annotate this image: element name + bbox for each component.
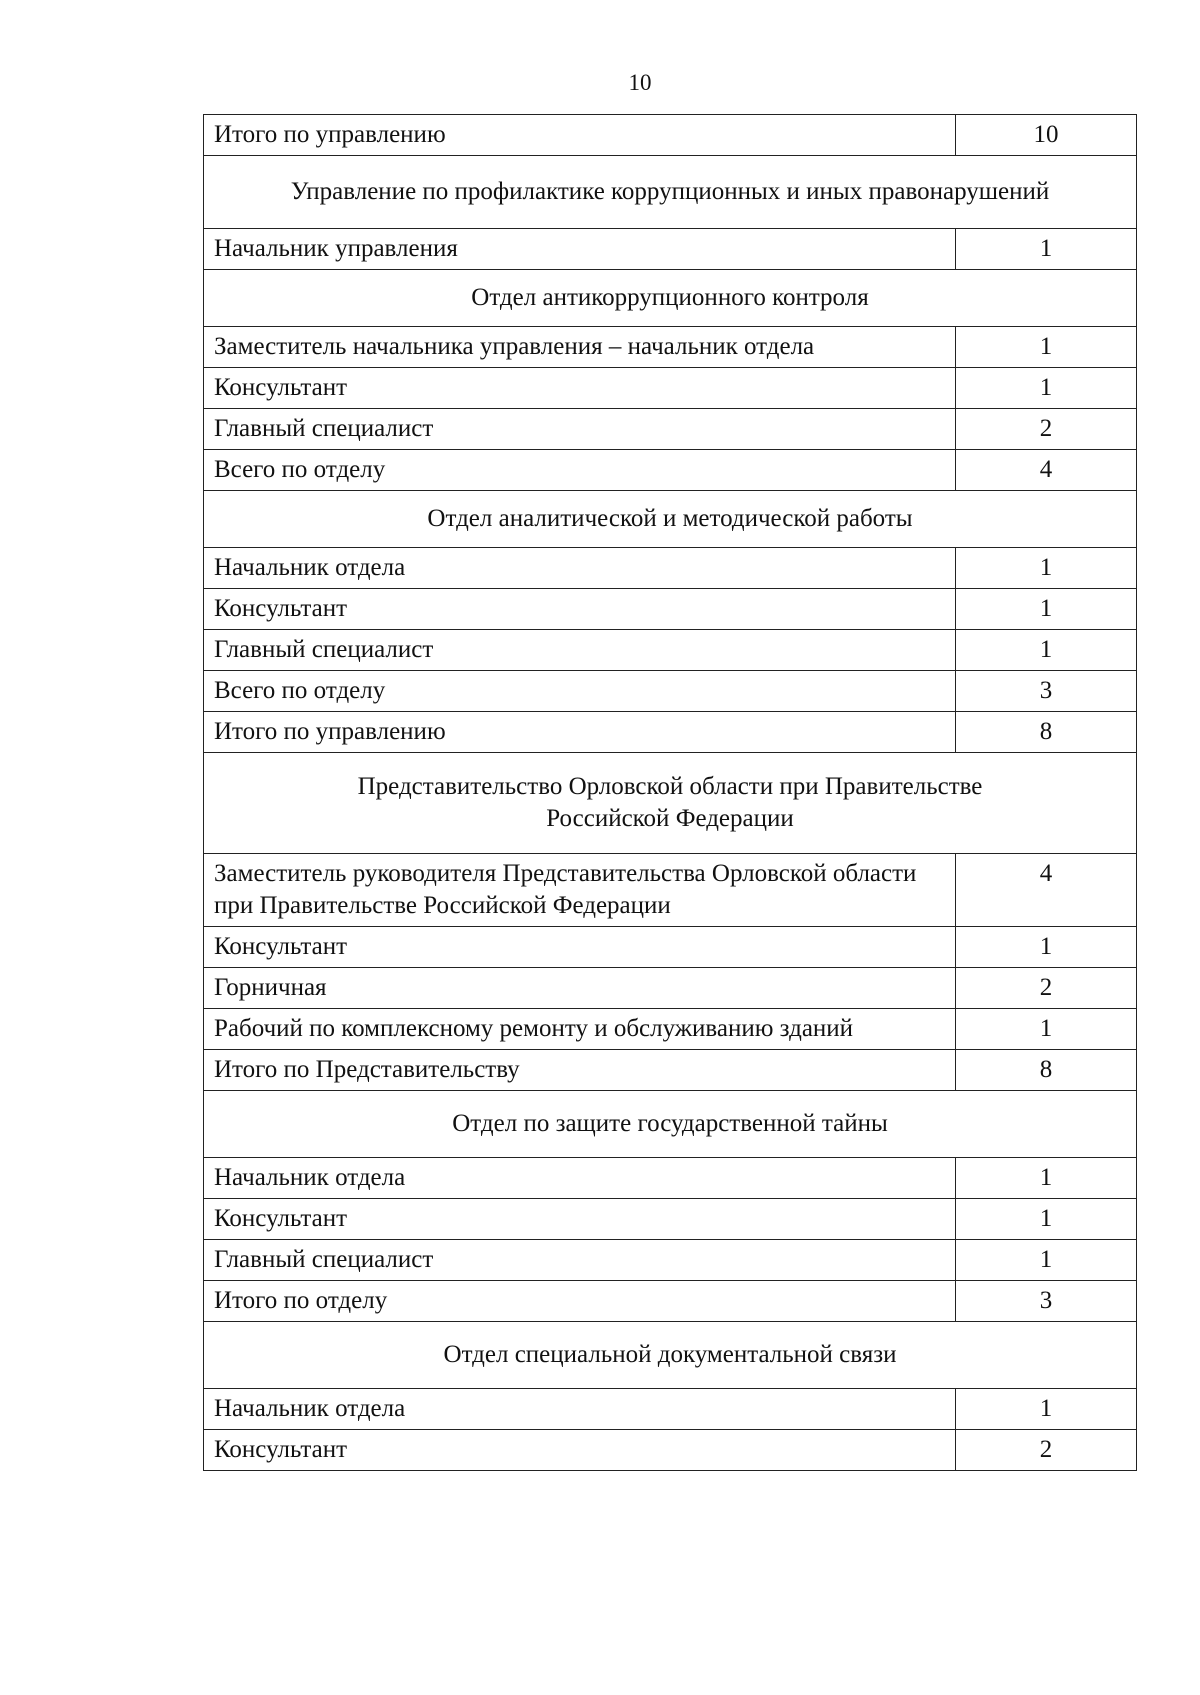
table-row bbox=[204, 368, 1137, 409]
section-title: Управление по профилактике коррупционных и иных правонарушений bbox=[204, 156, 1137, 229]
count-cell: 4 bbox=[956, 854, 1137, 927]
position-cell: Главный специалист bbox=[204, 409, 956, 450]
count-cell: 1 bbox=[956, 1158, 1137, 1199]
count-cell: 1 bbox=[956, 548, 1137, 589]
position-cell: Консультант bbox=[204, 368, 956, 409]
table-row bbox=[204, 1009, 1137, 1050]
position-cell: Рабочий по комплексному ремонту и обслуживанию зданий bbox=[204, 1009, 956, 1050]
position-cell: Всего по отделу bbox=[204, 671, 956, 712]
count-cell: 1 bbox=[956, 1240, 1137, 1281]
count-cell: 2 bbox=[956, 968, 1137, 1009]
table-row bbox=[204, 115, 1137, 156]
table-row bbox=[204, 968, 1137, 1009]
table-row bbox=[204, 1430, 1137, 1471]
count-cell: 1 bbox=[956, 229, 1137, 270]
count-cell: 1 bbox=[956, 927, 1137, 968]
position-cell: Заместитель начальника управления – начальник отдела bbox=[204, 327, 956, 368]
count-cell: 1 bbox=[956, 1009, 1137, 1050]
table-row bbox=[204, 229, 1137, 270]
section-title: Отдел антикоррупционного контроля bbox=[204, 270, 1137, 327]
table-row bbox=[204, 1050, 1137, 1091]
position-cell: Начальник отдела bbox=[204, 548, 956, 589]
page-number: 10 bbox=[628, 70, 652, 95]
section-row bbox=[204, 753, 1137, 854]
table-row bbox=[204, 1389, 1137, 1430]
count-cell: 1 bbox=[956, 1389, 1137, 1430]
count-cell: 1 bbox=[956, 589, 1137, 630]
table-row bbox=[204, 1240, 1137, 1281]
count-cell: 8 bbox=[956, 712, 1137, 753]
table-row bbox=[204, 409, 1137, 450]
section-title: Отдел аналитической и методической работы bbox=[204, 491, 1137, 548]
table-row bbox=[204, 671, 1137, 712]
position-cell: Итого по управлению bbox=[204, 712, 956, 753]
table-row bbox=[204, 1158, 1137, 1199]
table-row bbox=[204, 1281, 1137, 1322]
position-cell: Главный специалист bbox=[204, 1240, 956, 1281]
position-cell: Консультант bbox=[204, 1430, 956, 1471]
section-title: Представительство Орловской области при Правительстве Российской Федерации bbox=[204, 753, 1137, 854]
table-row bbox=[204, 450, 1137, 491]
section-row bbox=[204, 491, 1137, 548]
position-cell: Консультант bbox=[204, 1199, 956, 1240]
table-row bbox=[204, 327, 1137, 368]
table-row bbox=[204, 1199, 1137, 1240]
count-cell: 2 bbox=[956, 1430, 1137, 1471]
count-cell: 3 bbox=[956, 671, 1137, 712]
staff-table bbox=[203, 114, 1137, 1471]
position-cell: Начальник отдела bbox=[204, 1158, 956, 1199]
table-row bbox=[204, 630, 1137, 671]
count-cell: 10 bbox=[956, 115, 1137, 156]
section-row bbox=[204, 1091, 1137, 1158]
count-cell: 8 bbox=[956, 1050, 1137, 1091]
position-cell: Итого по управлению bbox=[204, 115, 956, 156]
table-row bbox=[204, 548, 1137, 589]
position-cell: Консультант bbox=[204, 589, 956, 630]
table-row bbox=[204, 854, 1137, 927]
position-cell: Заместитель руководителя Представительства Орловской области при Правительстве Российской Федерации bbox=[204, 854, 956, 927]
position-cell: Главный специалист bbox=[204, 630, 956, 671]
section-row bbox=[204, 156, 1137, 229]
count-cell: 1 bbox=[956, 327, 1137, 368]
position-cell: Итого по Представительству bbox=[204, 1050, 956, 1091]
table-row bbox=[204, 589, 1137, 630]
section-row bbox=[204, 1322, 1137, 1389]
section-title: Отдел специальной документальной связи bbox=[204, 1322, 1137, 1389]
count-cell: 4 bbox=[956, 450, 1137, 491]
table-row bbox=[204, 712, 1137, 753]
count-cell: 2 bbox=[956, 409, 1137, 450]
position-cell: Итого по отделу bbox=[204, 1281, 956, 1322]
position-cell: Начальник отдела bbox=[204, 1389, 956, 1430]
section-row bbox=[204, 270, 1137, 327]
count-cell: 1 bbox=[956, 630, 1137, 671]
count-cell: 3 bbox=[956, 1281, 1137, 1322]
count-cell: 1 bbox=[956, 368, 1137, 409]
position-cell: Начальник управления bbox=[204, 229, 956, 270]
count-cell: 1 bbox=[956, 1199, 1137, 1240]
position-cell: Консультант bbox=[204, 927, 956, 968]
position-cell: Всего по отделу bbox=[204, 450, 956, 491]
section-title: Отдел по защите государственной тайны bbox=[204, 1091, 1137, 1158]
position-cell: Горничная bbox=[204, 968, 956, 1009]
table-row bbox=[204, 927, 1137, 968]
